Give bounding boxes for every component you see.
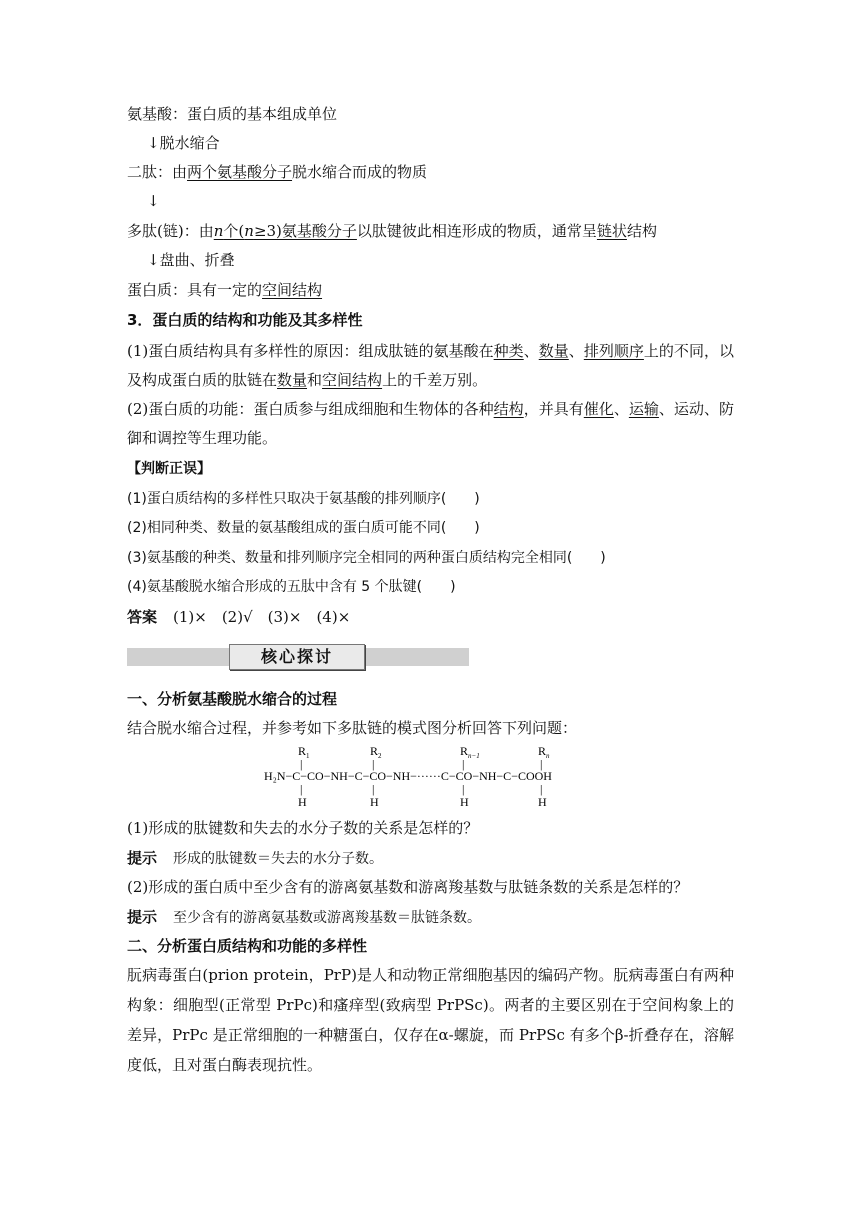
prion-paragraph: 朊病毒蛋白(prion protein，PrP)是人和动物正常细胞基因的编码产物。朊病毒蛋白有两种构象：细胞型(正常型 PrPc)和瘙痒型(致病型 PrPSc)。两者的主要区别在于空间构象上的差异，PrPc 是正常细胞的一种糖蛋白，仅存在α-螺旋，而 PrPSc 有多个β-折叠存在，溶解度低，且对蛋白酶表现抗性。: [127, 966, 734, 1074]
hint-2: [127, 907, 481, 928]
blank-chain-number: 数量: [277, 371, 308, 389]
hier-aminoacid-label: 氨基酸：: [127, 105, 188, 123]
p1-text-b: 上的不同，以及构成蛋白质的肽链在: [127, 342, 734, 389]
judgment-title: 【判断正误】: [127, 461, 211, 477]
formula-rn: $R_n$: [538, 744, 550, 760]
p1-sep: 、: [568, 342, 584, 360]
formula-bond-up-2: |: [372, 757, 375, 771]
blank-chain-structure: 空间结构: [322, 371, 383, 389]
formula-bond-down-4: |: [540, 782, 543, 796]
hier-polypeptide-mid: 以肽键彼此相连形成的物质，通常呈: [356, 222, 597, 240]
hint-label: 提示: [127, 849, 158, 867]
blank-chain: 链状: [596, 222, 627, 240]
hier-arrow-3: [147, 250, 235, 270]
formula-rn-1: $R_{n-1}$: [460, 744, 480, 760]
blank-n-aminoacids: [214, 222, 357, 240]
hier-arrow-1: [147, 133, 220, 153]
hier-protein: [127, 280, 322, 300]
answer-text: (1)× (2)√ (3)× (4)×: [173, 608, 351, 626]
hier-protein-label: 蛋白质：: [127, 281, 188, 299]
formula-bond-down-2: |: [372, 782, 375, 796]
p2-text-a: (2)蛋白质的功能：蛋白质参与组成细胞和生物体的各种: [127, 400, 494, 418]
formula-r2: $R_2$: [370, 744, 382, 760]
p1-text-a: (1)蛋白质结构具有多样性的原因：组成肽链的氨基酸在: [127, 342, 494, 360]
judgment-item-3: (3)氨基酸的种类、数量和排列顺序完全相同的两种蛋白质结构完全相同( ): [127, 550, 606, 566]
judgment-item-2: (2)相同种类、数量的氨基酸组成的蛋白质可能不同( ): [127, 520, 480, 536]
hier-polypeptide: [127, 221, 657, 241]
down-arrow-icon: ↓: [147, 134, 160, 152]
formula-bond-up-1: |: [300, 757, 303, 771]
hier-aminoacid-text: 蛋白质的基本组成单位: [187, 105, 338, 123]
judgment-item-4: (4)氨基酸脱水缩合形成的五肽中含有 5 个肽键( ): [127, 579, 456, 595]
core-heading-1: 一、分析氨基酸脱水缩合的过程: [127, 690, 338, 708]
blank-spatial-structure: 空间结构: [262, 281, 323, 299]
hier-polypeptide-label: 多肽(链)：: [127, 222, 199, 240]
down-arrow-icon: ↓: [147, 251, 160, 269]
hier-polypeptide-post: 结构: [626, 222, 657, 240]
formula-h1: H: [298, 795, 307, 809]
formula-h3: H: [460, 795, 469, 809]
hier-aminoacid: [127, 104, 337, 124]
hier-dipeptide-pre: 由: [172, 163, 188, 181]
blank-catalysis: 催化: [583, 400, 614, 418]
p1-text-d: 上的千差万别。: [382, 371, 488, 389]
answer-line: [127, 607, 350, 627]
hier-polypeptide-mid2: ≥3)氨基酸分子: [253, 222, 357, 240]
hier-arrow-3-label: 盘曲、折叠: [159, 251, 235, 269]
polypeptide-formula: [264, 744, 604, 810]
formula-bond-up-4: |: [540, 757, 543, 771]
blank-order: 排列顺序: [583, 342, 644, 360]
blank-structure: 结构: [493, 400, 524, 418]
blank-number: 数量: [538, 342, 569, 360]
hier-polypeptide-mid1: 个(: [223, 222, 245, 240]
hier-dipeptide: [127, 162, 427, 182]
question-1: (1)形成的肽键数和失去的水分子数的关系是怎样的？: [127, 819, 479, 837]
formula-bond-up-3: |: [462, 757, 465, 771]
formula-main: H₂N−C−CO−NH−C−CO−NH−······C−CO−NH−C−COOH: [264, 769, 552, 783]
hint-label: 提示: [127, 908, 158, 926]
hier-protein-pre: 具有一定的: [187, 281, 263, 299]
var-n: n: [213, 222, 224, 240]
section3-heading: 3．蛋白质的结构和功能及其多样性: [127, 311, 363, 329]
hier-arrow-1-label: 脱水缩合: [159, 134, 220, 152]
formula-bond-down-3: |: [462, 782, 465, 796]
core-heading-2: 二、分析蛋白质结构和功能的多样性: [127, 937, 368, 955]
hier-dipeptide-post: 脱水缩合而成的物质: [292, 163, 428, 181]
blank-transport: 运输: [628, 400, 659, 418]
var-n: n: [244, 222, 254, 240]
blank-type: 种类: [493, 342, 524, 360]
formula-bond-down-1: |: [300, 782, 303, 796]
hier-arrow-2: [147, 191, 160, 211]
hier-dipeptide-label: 二肽：: [127, 163, 173, 181]
judgment-item-1: (1)蛋白质结构的多样性只取决于氨基酸的排列顺序( ): [127, 491, 480, 507]
section3-para-1: [127, 337, 734, 395]
blank-two-aminoacids: 两个氨基酸分子: [187, 163, 293, 181]
p2-text-b: ，并具有: [523, 400, 584, 418]
section-banner-title: 核心探讨: [229, 644, 365, 670]
hint-1: [127, 848, 383, 869]
formula-r1: $R_1$: [298, 744, 310, 760]
formula-h4: H: [538, 795, 547, 809]
answer-label: 答案: [127, 608, 158, 626]
down-arrow-icon: ↓: [147, 192, 160, 210]
p1-text-c: 和: [307, 371, 323, 389]
section3-para-2: [127, 395, 734, 453]
hint-1-text: 形成的肽键数＝失去的水分子数。: [173, 851, 384, 867]
formula-h2: H: [370, 795, 379, 809]
p2-sep: 、: [613, 400, 629, 418]
question-2: (2)形成的蛋白质中至少含有的游离氨基数和游离羧基数与肽链条数的关系是怎样的？: [127, 878, 689, 896]
hier-polypeptide-pre: 由: [198, 222, 214, 240]
p2-text-c: 、运动、防御和调控等生理功能。: [127, 400, 734, 447]
hint-2-text: 至少含有的游离氨基数或游离羧基数＝肽链条数。: [173, 910, 482, 926]
p1-sep: 、: [523, 342, 539, 360]
core-intro: 结合脱水缩合过程，并参考如下多肽链的模式图分析回答下列问题：: [127, 719, 578, 737]
